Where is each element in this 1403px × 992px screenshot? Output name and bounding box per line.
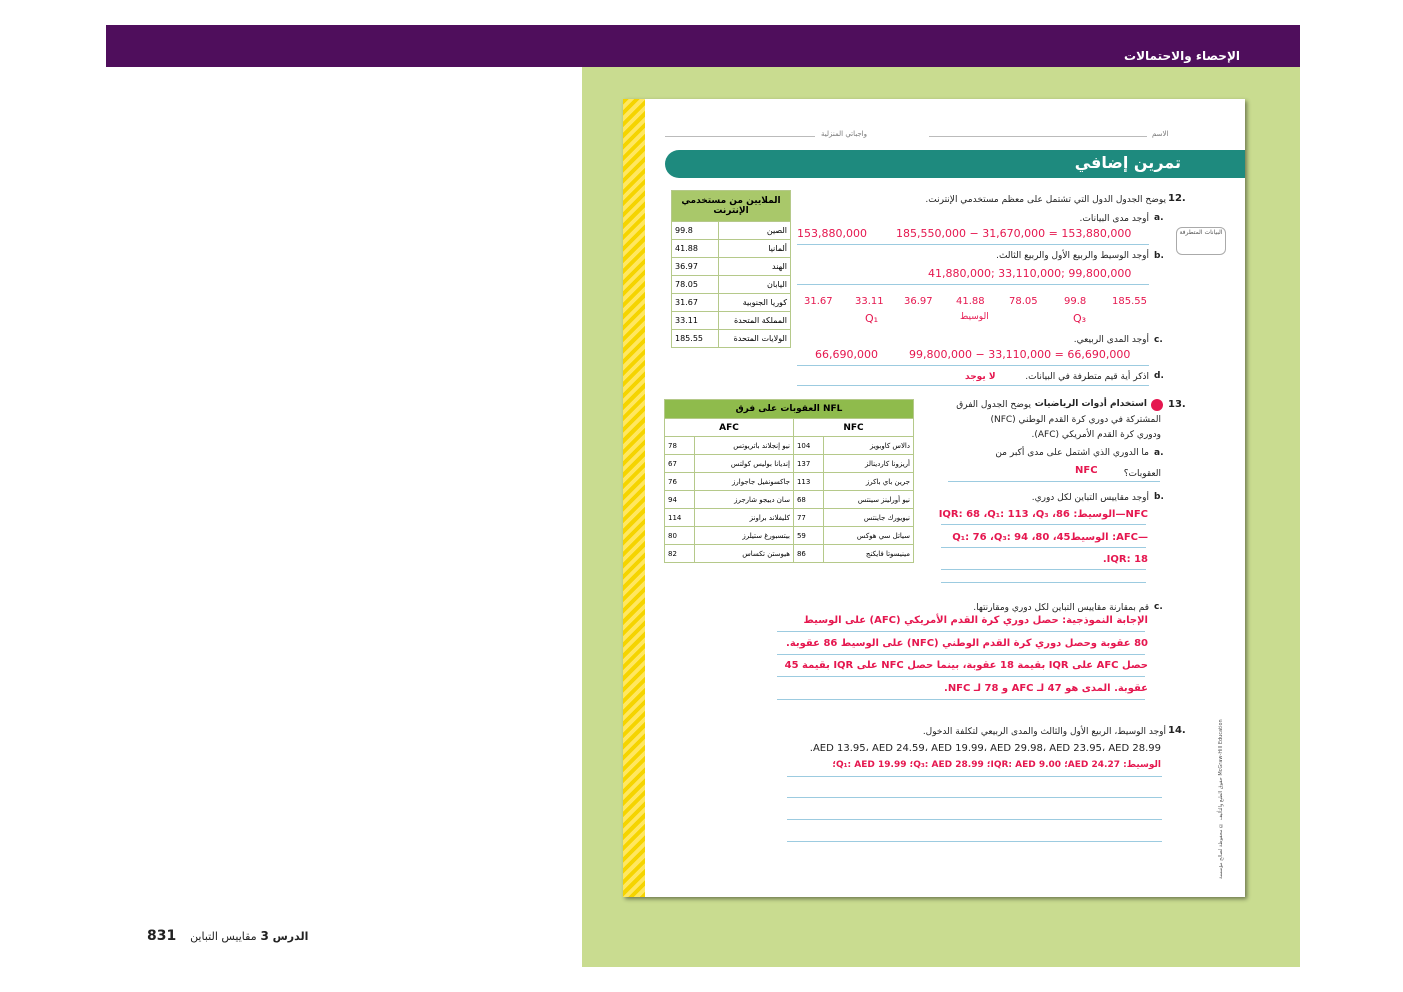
table-row: 67 إنديانا بوليس كولتس 137 أريزونا كاردينالز — [665, 455, 914, 473]
mp-badge-icon — [1151, 399, 1163, 411]
answer-line — [948, 481, 1160, 482]
outliers-tip-badge: البيانات المتطرفة — [1176, 227, 1226, 255]
internet-users-table — [671, 190, 791, 348]
table-row: 94 سان دييجو شارجرز 68 نيو أورلينز سينتس — [665, 491, 914, 509]
q13a-letter: a. — [1154, 448, 1164, 458]
q12a-letter: a. — [1154, 213, 1164, 223]
table-row: 80 بيتسبورغ ستيلرز 59 سياتل سي هوكس — [665, 527, 914, 545]
q13b-answer1: NFC—الوسيط: 86، IQR: 68 ،Q₁: 113 ،Q₃ — [938, 509, 1148, 520]
ordered-value: 78.05 — [1009, 296, 1038, 307]
table-row: 41.88 ألمانيا — [672, 240, 791, 258]
lesson-number: 3 — [260, 929, 269, 943]
table-row: 31.67 كوريا الجنوبية — [672, 294, 791, 312]
table-header: الملايين من مستخدمي الإنترنت — [672, 191, 791, 222]
q12a-answer: 185,550,000 − 31,670,000 = 153,880,000 — [896, 227, 1132, 240]
q13b-answer2: —AFC: الوسيط45، 80، Q₁: 76 ،Q₃: 94 — [952, 532, 1148, 543]
answer-line — [941, 547, 1146, 548]
answer-line — [777, 676, 1145, 677]
table-row: 33.11 المملكة المتحدة — [672, 312, 791, 330]
q13c-answer-line: 80 عقوبة وحصل دوري كرة القدم الوطني (NFC) على الوسيط 86 عقوبة. — [786, 638, 1148, 649]
ordered-value: 33.11 — [855, 296, 884, 307]
answer-line — [787, 841, 1162, 842]
banner-title: تمرين إضافي — [1074, 153, 1181, 172]
table-header: العقوبات على فرق NFL — [665, 400, 914, 419]
answer-line — [777, 654, 1145, 655]
q14-number: 14. — [1168, 725, 1186, 736]
q13b-text: أوجد مقاييس التباين لكل دوري. — [1031, 493, 1149, 503]
answer-line — [777, 699, 1145, 700]
table-row: 82 هيوستن تكساس 86 مينيسوتا فايكنج — [665, 545, 914, 563]
afc-column-header: AFC — [665, 419, 794, 437]
yellow-edge-stripe — [623, 99, 645, 897]
homework-label: واجباتي المنزلية — [821, 130, 868, 138]
q13c-answer-line: الإجابة النموذجية: حصل دوري كرة القدم الأمريكي (AFC) على الوسيط — [803, 615, 1148, 626]
q13b-answer3: IQR: 18. — [1102, 554, 1148, 565]
name-line[interactable] — [929, 136, 1147, 137]
answer-line — [941, 524, 1146, 525]
q13-title: استخدام أدوات الرياضيات — [1034, 399, 1147, 409]
q13-number: 13. — [1168, 399, 1186, 410]
q13b-letter: b. — [1154, 492, 1164, 502]
name-label: الاسم — [1152, 130, 1169, 138]
table-row: 78 نيو إنجلاند باتريوتس 104 دالاس كاوبويز — [665, 437, 914, 455]
q13c-text: قم بمقارنة مقاييس التباين لكل دوري ومقارنتها. — [973, 603, 1149, 613]
lesson-title: مقاييس التباين — [190, 930, 257, 943]
answer-line — [777, 631, 1145, 632]
page-number: 831 — [147, 928, 177, 944]
q12c-answer-left: 66,690,000 — [815, 348, 878, 361]
q13-text3: ودوري كرة القدم الأمريكي (AFC). — [1031, 430, 1161, 440]
q13-text2: المشتركة في دوري كرة القدم الوطني (NFC) — [990, 415, 1161, 425]
q3-label: Q₃ — [1073, 312, 1087, 325]
answer-line — [797, 365, 1149, 366]
q13c-letter: c. — [1154, 602, 1163, 612]
ordered-value: 31.67 — [804, 296, 833, 307]
q12a-answer-left: 153,880,000 — [797, 227, 867, 240]
copyright-side-text: حقوق الطبع والتأليف © محفوظة لصالح مؤسسة McGraw-Hill Education — [1218, 719, 1224, 879]
answer-line — [787, 797, 1162, 798]
q12c-text: أوجد المدى الربيعي. — [1073, 335, 1149, 345]
q14-data: AED 13.95، AED 24.59، AED 19.99، AED 29.98، AED 23.95، AED 28.99. — [809, 743, 1161, 754]
table-row: 114 كليفلاند براونز 77 نيويورك جاينتس — [665, 509, 914, 527]
q13-text1: يوضح الجدول الفرق — [956, 400, 1031, 410]
answer-line — [797, 284, 1149, 285]
q13c-answer-line: حصل AFC على IQR بقيمة 18 عقوبة، بينما حصل NFC على IQR بقيمة 45 — [784, 660, 1148, 671]
nfl-penalties-table — [664, 399, 914, 563]
q13a-text1: ما الدوري الذي اشتمل على مدى أكبر من — [995, 448, 1149, 458]
q1-label: Q₁ — [865, 312, 879, 325]
table-row: 78.05 اليابان — [672, 276, 791, 294]
chapter-title: الإحصاء والاحتمالات — [1124, 49, 1240, 63]
q14-text: أوجد الوسيط، الربيع الأول والثالث والمدى الربيعي لتكلفة الدخول. — [922, 727, 1166, 737]
homework-line — [665, 136, 815, 137]
q13a-text2: العقوبات؟ — [1123, 469, 1161, 479]
q12d-answer: لا يوجد — [965, 372, 996, 382]
q12b-letter: b. — [1154, 251, 1164, 261]
section-banner — [665, 150, 1245, 178]
answer-line — [797, 244, 1149, 245]
answer-line — [941, 582, 1146, 583]
q14-answer: الوسيط: AED 24.27؛ IQR: AED 9.00؛ Q₃: AED 28.99؛ Q₁: AED 19.99؛ — [832, 760, 1161, 770]
ordered-value: 41.88 — [956, 296, 985, 307]
table-row: 99.8 الصين — [672, 222, 791, 240]
worksheet-page — [623, 99, 1245, 897]
nfc-column-header: NFC — [793, 419, 913, 437]
answer-line — [797, 385, 1149, 386]
table-row: 76 جاكسونفيل جاجوارز 113 جرين باي باكرز — [665, 473, 914, 491]
median-label: الوسيط — [960, 312, 989, 322]
page-footer — [147, 928, 308, 944]
answer-line — [787, 776, 1162, 777]
q12-text: يوضح الجدول الدول التي تشتمل على معظم مستخدمي الإنترنت. — [925, 195, 1166, 205]
q12-number: 12. — [1168, 193, 1186, 204]
q12c-answer: 99,800,000 − 33,110,000 = 66,690,000 — [909, 348, 1131, 361]
q12d-text: اذكر أية قيم متطرفة في البيانات. — [1025, 372, 1149, 382]
q12a-text: أوجد مدى البيانات. — [1079, 214, 1149, 224]
chapter-header-bar — [106, 25, 1300, 67]
answer-line — [941, 569, 1146, 570]
q12b-text: أوجد الوسيط والربيع الأول والربيع الثالث. — [996, 251, 1149, 261]
q13a-answer: NFC — [1075, 465, 1098, 476]
ordered-value: 99.8 — [1064, 296, 1087, 307]
table-row: 36.97 الهند — [672, 258, 791, 276]
ordered-value: 36.97 — [904, 296, 933, 307]
table-row: 185.55 الولايات المتحدة — [672, 330, 791, 348]
q12d-letter: d. — [1154, 371, 1164, 381]
ordered-value: 185.55 — [1112, 296, 1147, 307]
q12c-letter: c. — [1154, 335, 1163, 345]
lesson-label: الدرس — [272, 930, 309, 943]
answer-line — [787, 819, 1162, 820]
q12b-answer: 41,880,000; 33,110,000; 99,800,000 — [928, 267, 1132, 280]
q13c-answer-line: عقوبة. المدى هو 47 لـ AFC و 78 لـ NFC. — [944, 683, 1148, 694]
